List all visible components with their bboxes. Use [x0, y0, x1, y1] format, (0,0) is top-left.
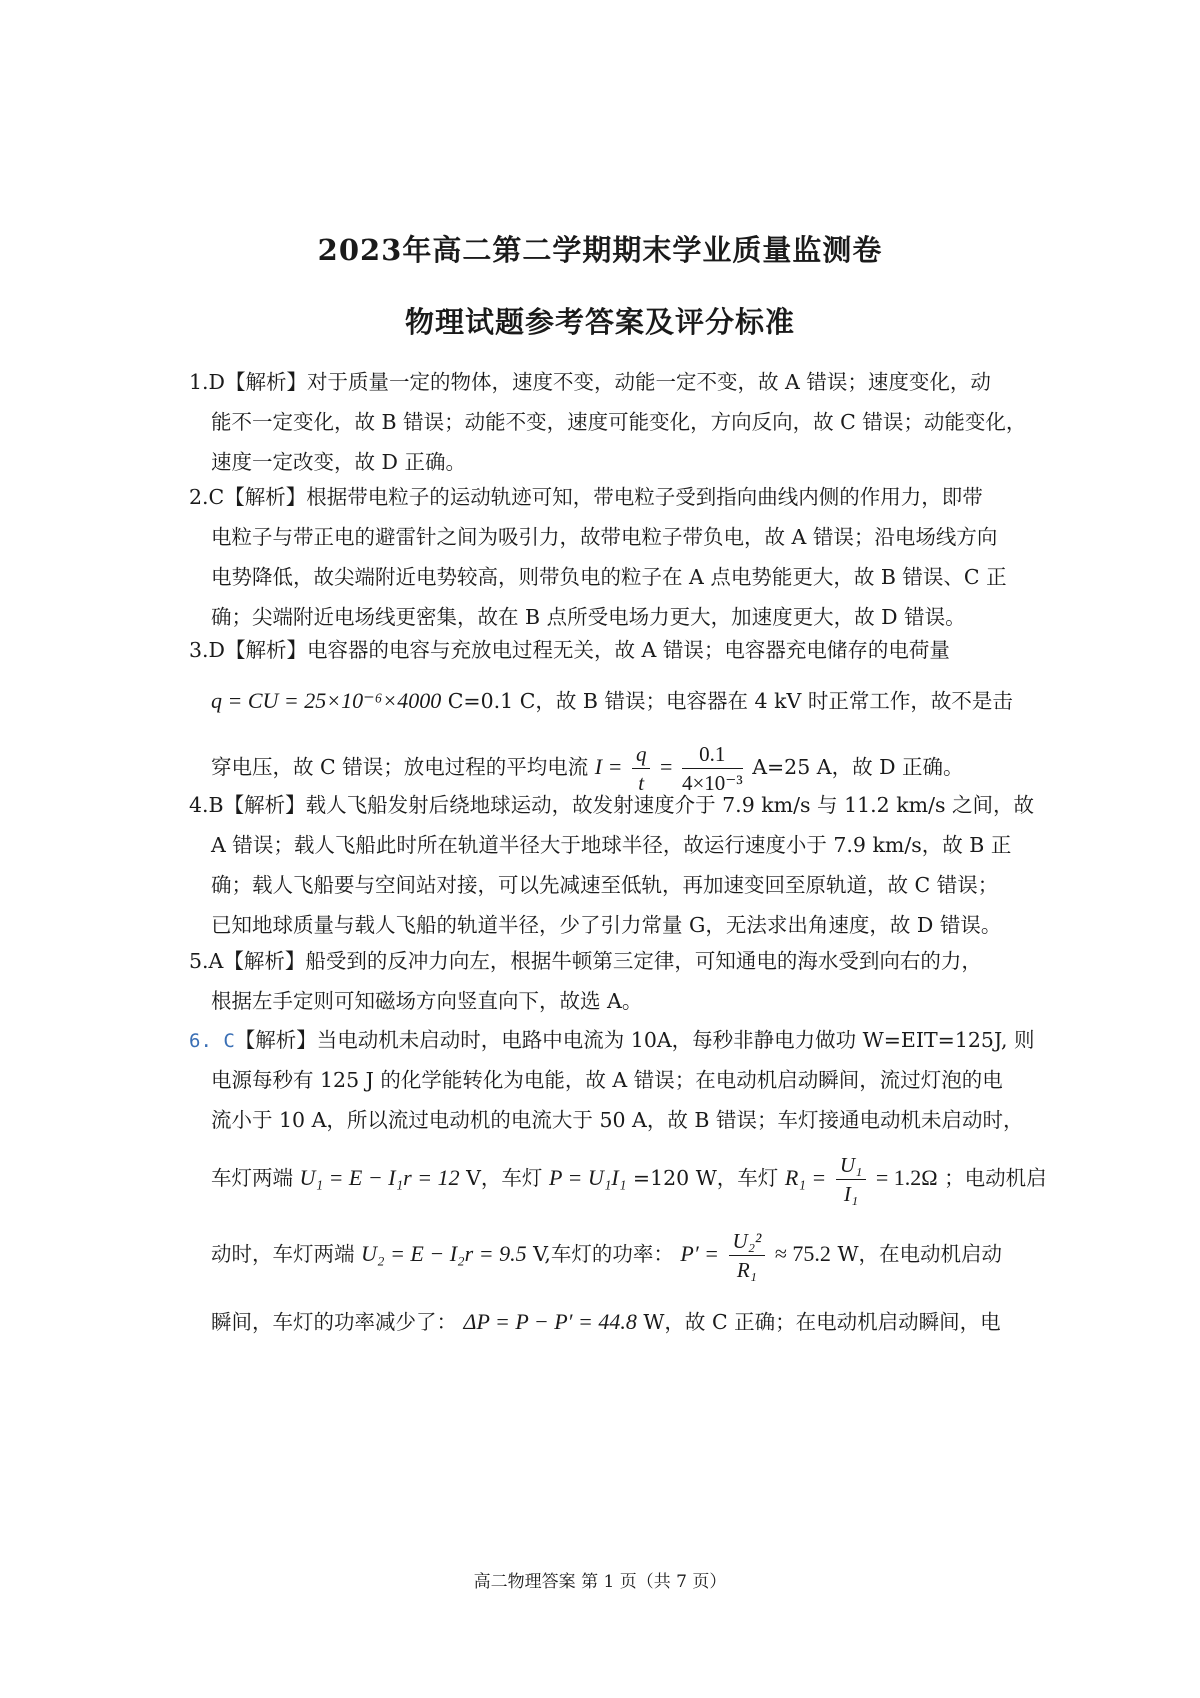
page-subtitle: 物理试题参考答案及评分标准	[404, 305, 795, 339]
lamp-power-symbol: P′ =	[680, 1241, 720, 1266]
question-3-line	[189, 670, 1019, 732]
question-6-text: W，故 C 正确；在电动机启动瞬间，电	[643, 1310, 1001, 1334]
question-6	[189, 1020, 1047, 1352]
page-footer: 高二物理答案 第 1 页（共 7 页）	[473, 1572, 727, 1592]
question-5	[189, 941, 1019, 1021]
lamp-power-value: ≈ 75.2	[774, 1241, 831, 1266]
question-3	[189, 630, 1019, 802]
fraction-numerator: q	[632, 740, 651, 769]
question-4-line: 确；载人飞船要与空间站对接，可以先减速至低轨，再加速变回至原轨道，故 C 错误；	[211, 873, 999, 897]
question-1-line: 速度一定改变，故 D 正确。	[211, 450, 466, 474]
question-5-line: 根据左手定则可知磁场方向竖直向下，故选 A。	[211, 989, 643, 1013]
question-6-text: 瞬间，车灯的功率减少了：	[211, 1310, 457, 1334]
question-6-text: =120 W，车灯	[632, 1166, 779, 1190]
question-6-text: ；电动机启	[944, 1166, 1047, 1190]
lamp-power-formula: P = U₁I₁	[548, 1165, 627, 1190]
question-6-line	[189, 1020, 1035, 1060]
question-2-line: 电势降低，故尖端附近电势较高，则带负电的粒子在 A 点电势能更大，故 B 错误、C 正	[211, 565, 1007, 589]
fraction-u2sq-over-r1	[729, 1227, 766, 1284]
question-5-line: 5.A【解析】船受到的反冲力向左，根据牛顿第三定律，可知通电的海水受到向右的力，	[189, 949, 982, 973]
power-change-formula: ΔP = P − P′ = 44.8	[463, 1309, 637, 1334]
question-6-text: W，在电动机启动	[837, 1242, 1003, 1266]
question-2-line: 确；尖端附近电场线更密集，故在 B 点所受电场力更大，加速度更大，故 D 错误。	[211, 605, 966, 629]
question-6-text: V,车灯的功率：	[533, 1242, 674, 1266]
question-6-text: V，车灯	[466, 1166, 543, 1190]
question-2-line: 电粒子与带正电的避雷针之间为吸引力，故带电粒子带负电，故 A 错误；沿电场线方向	[211, 525, 998, 549]
question-4	[189, 785, 1035, 945]
page-title: 2023年高二第二学期期末学业质量监测卷	[317, 233, 883, 267]
question-3-text: C=0.1 C，故 B 错误；电容器在 4 kV 时正常工作，故不是击	[447, 689, 1013, 713]
question-6-text: 车灯两端	[211, 1166, 293, 1190]
question-6-line	[189, 1216, 1019, 1292]
question-6-line	[189, 1292, 1019, 1352]
question-3-text: 穿电压，故 C 错误；放电过程的平均电流	[211, 755, 589, 779]
fraction-numerator: U₁	[836, 1151, 866, 1180]
question-3-text: A=25 A，故 D 正确。	[752, 755, 964, 779]
question-4-line: 已知地球质量与载人飞船的轨道半径，少了引力常量 G，无法求出角速度，故 D 错误。	[211, 913, 1002, 937]
lamp-voltage-formula: U₁ = E − I₁r = 12	[299, 1165, 460, 1190]
lamp-resistance-symbol: R₁ =	[784, 1165, 827, 1190]
question-4-line: 4.B【解析】载人飞船发射后绕地球运动，故发射速度介于 7.9 km/s 与 11.2 km/s 之间，故	[189, 793, 1035, 817]
question-1	[189, 362, 1027, 482]
question-3-line: 穿电压，故 C 错误；放电过程的平均电流 I = $\frac{q}{t}$ = $\frac{0.1}{\text{4×10⁻³}}$ A=25 A，故 D 正确。	[211, 742, 964, 795]
question-2	[189, 477, 1019, 637]
question-2-line: 2.C【解析】根据带电粒子的运动轨迹可知，带电粒子受到指向曲线内侧的作用力，即带	[189, 485, 983, 509]
question-1-line: 能不一定变化，故 B 错误；动能不变，速度可能变化，方向反向，故 C 错误；动能变化，	[211, 410, 1027, 434]
question-6-number: 6. C	[189, 1030, 235, 1052]
current-symbol: I =	[594, 754, 623, 779]
fraction-numerator: U₂²	[729, 1227, 766, 1256]
fraction-denominator: t	[638, 771, 645, 795]
fraction-denominator: R₁	[736, 1258, 757, 1282]
question-6-text: 【解析】当电动机未启动时，电路中电流为 10A，每秒非静电力做功 W=EIT=125J, 则	[234, 1028, 1035, 1052]
question-6-text: 动时，车灯两端	[211, 1242, 355, 1266]
question-6-line: 流小于 10 A，所以流过电动机的电流大于 50 A，故 B 错误；车灯接通电动机未启动时，	[211, 1108, 1024, 1132]
fraction-numerator: 0.1	[682, 740, 743, 769]
question-4-line: A 错误；载人飞船此时所在轨道半径大于地球半径，故运行速度小于 7.9 km/s，故 B 正	[211, 833, 1012, 857]
lamp-voltage-formula: U₂ = E − I₂r = 9.5	[361, 1241, 527, 1266]
charge-formula: q = CU = 25×10⁻⁶×4000	[211, 688, 442, 713]
question-6-line	[189, 1140, 1047, 1216]
question-1-line: 1.D【解析】对于质量一定的物体，速度不变，动能一定不变，故 A 错误；速度变化，动	[189, 370, 991, 394]
question-3-line: 3.D【解析】电容器的电容与充放电过程无关，故 A 错误；电容器充电储存的电荷量	[189, 638, 950, 662]
question-6-line: 电源每秒有 125 J 的化学能转化为电能，故 A 错误；在电动机启动瞬间，流过灯泡的电	[211, 1068, 1003, 1092]
fraction-u1-over-i1	[836, 1151, 866, 1208]
lamp-resistance-value: = 1.2Ω	[875, 1165, 938, 1190]
fraction-denominator: I₁	[843, 1182, 859, 1206]
fraction-denominator: 4×10⁻³	[681, 771, 743, 795]
